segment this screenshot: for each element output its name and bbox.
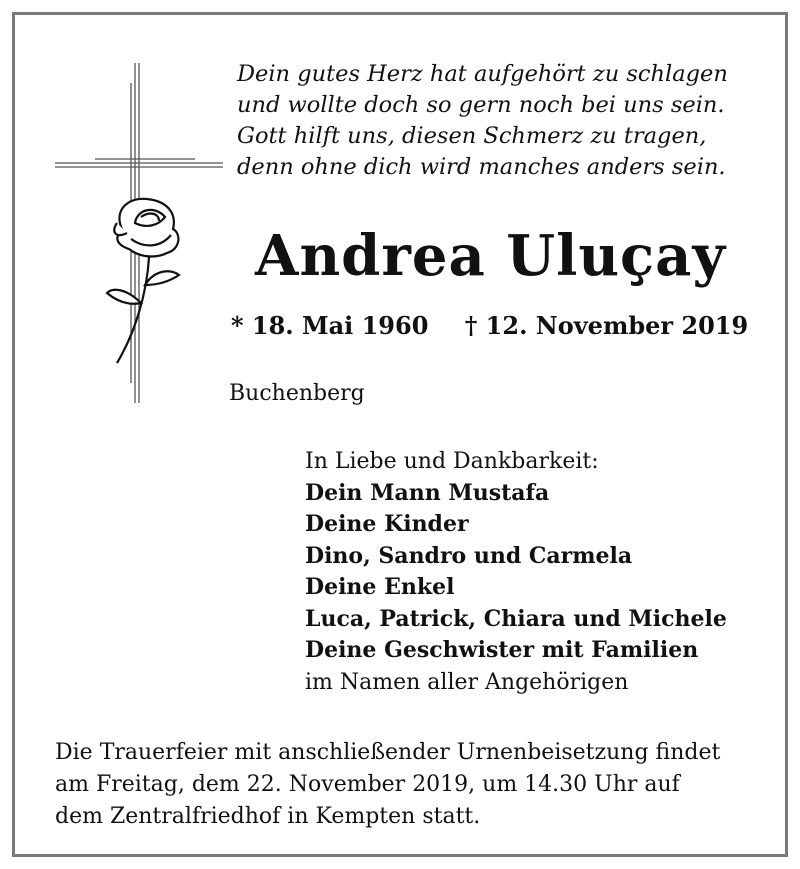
ceremony-notice — [55, 737, 775, 833]
ceremony-line: Die Trauerfeier mit anschließender Urnenbeisetzung findet — [55, 740, 721, 765]
poem-line: denn ohne dich wird manches anders sein. — [237, 154, 726, 180]
poem-line: und wollte doch so gern noch bei uns sein. — [237, 92, 725, 118]
family-name: Dein Mann Mustafa — [305, 479, 550, 506]
ceremony-line: dem Zentralfriedhof in Kempten statt. — [55, 804, 481, 829]
family-outro: im Namen aller Angehörigen — [305, 669, 629, 695]
family-name: Deine Enkel — [305, 574, 455, 600]
obituary-frame — [12, 12, 788, 857]
poem-line: Gott hilft uns, diesen Schmerz zu tragen, — [237, 123, 707, 149]
family-name: Luca, Patrick, Chiara und Michele — [305, 605, 727, 632]
family-name: Deine Geschwister mit Familien — [305, 637, 699, 663]
family-name: Deine Kinder — [305, 511, 469, 537]
family-name: Dino, Sandro und Carmela — [305, 542, 633, 569]
life-dates — [231, 311, 748, 340]
poem-line: Dein gutes Herz hat aufgehört zu schlagen — [237, 61, 728, 87]
poem — [237, 59, 777, 183]
family-list — [305, 446, 727, 698]
death-date: † 12. November 2019 — [464, 311, 749, 340]
cross-rose-icon — [55, 63, 245, 423]
place: Buchenberg — [229, 381, 365, 406]
family-intro: In Liebe und Dankbarkeit: — [305, 449, 599, 474]
rose-icon — [107, 199, 179, 363]
birth-date: * 18. Mai 1960 — [231, 311, 429, 340]
deceased-name: Andrea Uluçay — [255, 223, 726, 289]
ceremony-line: am Freitag, dem 22. November 2019, um 14.30 Uhr auf — [55, 772, 680, 797]
